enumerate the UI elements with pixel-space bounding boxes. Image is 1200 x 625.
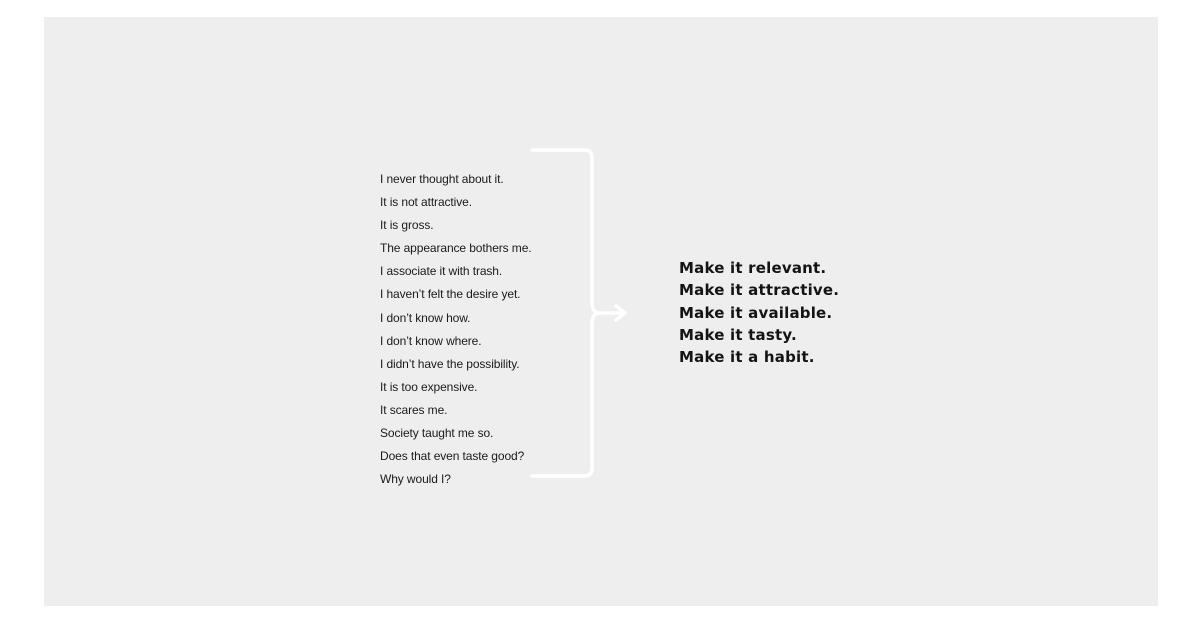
reason-item: It scares me.	[380, 402, 448, 417]
actions-list	[679, 257, 839, 368]
reason-item: I associate it with trash.	[380, 264, 503, 279]
reason-item: The appearance bothers me.	[380, 241, 532, 256]
reason-item: I haven’t felt the desire yet.	[380, 287, 521, 302]
reason-item: It is gross.	[380, 218, 434, 233]
bracket-arrow-icon	[528, 146, 632, 480]
action-item: Make it relevant.	[679, 259, 827, 277]
reason-item: Why would I?	[380, 472, 451, 487]
reasons-list	[380, 168, 532, 491]
reason-item: Society taught me so.	[380, 426, 494, 441]
action-item: Make it available.	[679, 303, 833, 322]
bracket-line	[532, 150, 600, 476]
reason-item: Does that even taste good?	[380, 449, 525, 464]
reason-item: I don’t know how.	[380, 310, 471, 325]
reason-item: It is too expensive.	[380, 379, 478, 394]
reason-item: I don’t know where.	[380, 333, 482, 348]
reason-item: I never thought about it.	[380, 172, 504, 186]
reason-item: It is not attractive.	[380, 195, 472, 210]
action-item: Make it attractive.	[679, 281, 840, 300]
reason-item: I didn’t have the possibility.	[380, 356, 520, 371]
action-item: Make it a habit.	[679, 348, 815, 367]
action-item: Make it tasty.	[679, 325, 797, 344]
